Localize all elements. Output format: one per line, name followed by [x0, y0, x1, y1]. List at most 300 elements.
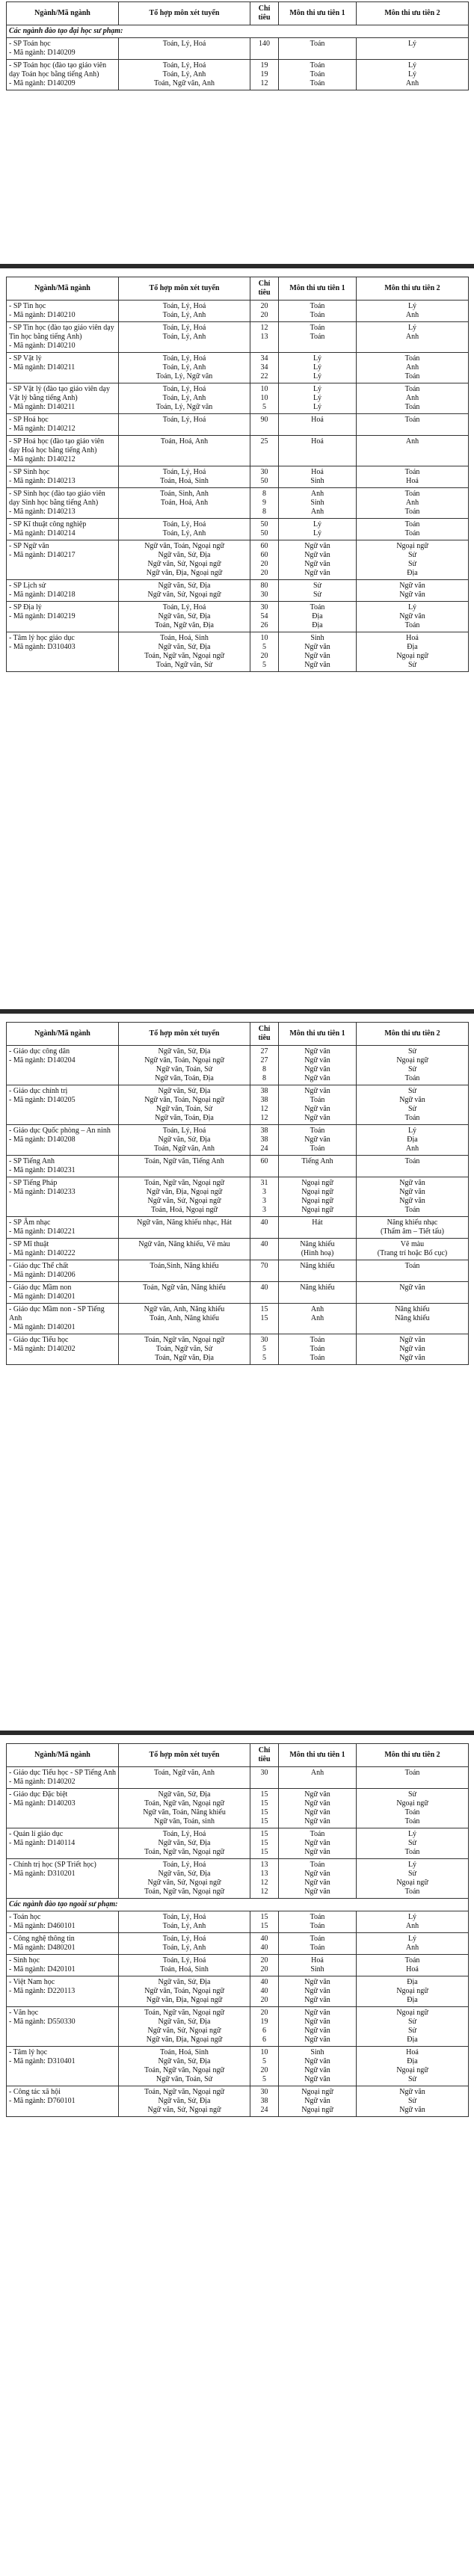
header-row: [7, 1023, 469, 1046]
priority1-value: Năng khiếu: [300, 1240, 335, 1248]
subject-combo: Toán, Lý, Ngữ văn: [156, 403, 213, 411]
subject-combo: Toán, Ngữ văn, Anh: [153, 1769, 215, 1777]
priority2-value: Hoá: [406, 634, 419, 642]
subject-combo: Ngữ văn, Sử, Ngoại ngữ: [147, 2106, 221, 2114]
cell-uutien2: [357, 353, 469, 383]
cell-uutien1: [279, 436, 357, 466]
cell-tohop: [119, 1767, 250, 1789]
priority1-value: Toán: [310, 40, 325, 48]
priority2-value: Sử: [408, 2027, 416, 2035]
program-line: - Mã ngành: D140210: [9, 311, 76, 319]
quota-value: 5: [262, 643, 266, 651]
priority1-value: Ngữ văn: [304, 1105, 330, 1113]
priority2-value: Ngữ văn: [399, 582, 425, 590]
priority1-value: Hoá: [311, 416, 324, 424]
priority1-value: Toán: [310, 1913, 325, 1921]
program-line: - Mã ngành: D140203: [9, 1799, 76, 1808]
priority2-value: Toán: [404, 1848, 420, 1856]
cell-uutien1: [279, 1046, 357, 1085]
cell-nganh: [7, 2086, 119, 2117]
cell-uutien1: [279, 1789, 357, 1828]
cell-uutien2: [357, 301, 469, 322]
subject-combo: Ngữ văn, Sử, Địa: [158, 1978, 211, 1986]
cell-uutien2: [357, 1085, 469, 1125]
table-row: [7, 353, 469, 383]
quota-value: 3: [262, 1197, 266, 1205]
cell-uutien2: [357, 488, 469, 519]
cell-uutien2: [357, 632, 469, 672]
subject-combo: Ngữ văn, Toán, Địa: [155, 1074, 214, 1082]
priority2-value: Ngữ văn: [399, 1197, 425, 1205]
program-line: - Giáo dục Tiểu học - SP Tiếng Anh: [9, 1769, 116, 1777]
quota-value: 19: [260, 70, 268, 78]
cell-chitieu: [250, 436, 279, 466]
cell-uutien1: [279, 353, 357, 383]
quota-value: 60: [260, 551, 268, 559]
priority1-value: Ngữ văn: [304, 1839, 330, 1847]
priority1-value: Toán: [310, 311, 325, 319]
subject-combo: Toán, Lý, Anh: [162, 1944, 206, 1952]
subject-combo: Ngữ văn, Toán, Năng khiếu: [143, 1808, 226, 1817]
cell-uutien2: [357, 2047, 469, 2086]
header-row: [7, 277, 469, 301]
col-header-tohop: Tổ hợp môn xét tuyển: [119, 1744, 250, 1767]
priority2-value: Địa: [407, 2057, 418, 2065]
col-header-nganh: Ngành/Mã ngành: [7, 1023, 119, 1046]
program-line: - SP Tin học (đào tạo giáo viên dạy Tin học bằng tiếng Anh): [9, 324, 114, 341]
priority2-value: Toán: [404, 416, 420, 424]
table-row: [7, 1976, 469, 2007]
program-line: - Sinh học: [9, 1956, 40, 1965]
table-row: [7, 38, 469, 60]
quota-value: 15: [260, 1790, 268, 1799]
program-line: - SP Lịch sử: [9, 582, 46, 590]
quota-value: 6: [262, 2027, 266, 2035]
priority1-value: Ngữ văn: [304, 2066, 330, 2074]
priority1-value: Toán: [310, 1127, 325, 1135]
quota-value: 20: [260, 2066, 268, 2074]
cell-tohop: [119, 1911, 250, 1933]
cell-chitieu: [250, 322, 279, 353]
priority2-value: Lý: [407, 302, 417, 310]
table-row: [7, 383, 469, 414]
quota-value: 20: [260, 1965, 268, 1973]
cell-chitieu: [250, 1955, 279, 1976]
cell-tohop: [119, 414, 250, 436]
priority1-value: Ngữ văn: [304, 2097, 330, 2105]
col-header-uutien1: Môn thi ưu tiên 1: [279, 1023, 357, 1046]
priority2-value: Ngữ văn: [399, 1188, 425, 1196]
cell-nganh: [7, 1767, 119, 1789]
cell-chitieu: [250, 1085, 279, 1125]
cell-chitieu: [250, 1767, 279, 1789]
priority2-value: Sử: [408, 1839, 416, 1847]
table-row: [7, 1304, 469, 1334]
cell-chitieu: [250, 383, 279, 414]
quota-value: 20: [260, 2009, 268, 2017]
priority2-value: Sử: [408, 1047, 416, 1056]
priority2-value: Ngoại ngữ: [396, 542, 428, 550]
subject-combo: Ngữ văn, Địa, Ngoại ngữ: [146, 569, 223, 577]
subject-combo: Toán, Hoá, Sinh: [160, 2048, 209, 2056]
cell-chitieu: [250, 38, 279, 60]
priority1-value: Sử: [313, 591, 321, 599]
priority2-value: Toán: [404, 372, 420, 380]
priority2-value: Lý: [407, 1861, 417, 1869]
quota-value: 15: [260, 1808, 268, 1817]
program-line: - Công nghệ thông tin: [9, 1935, 75, 1943]
priority1-value: Ngữ văn: [304, 1987, 330, 1995]
subject-combo: Ngữ văn, Sử, Địa: [158, 1870, 211, 1878]
cell-tohop: [119, 1976, 250, 2007]
program-line: - Mã ngành: D140221: [9, 1227, 76, 1236]
priority2-value: (Thẩm âm – Tiết tấu): [381, 1227, 444, 1236]
priority1-value: Ngoại ngữ: [301, 1206, 333, 1214]
cell-chitieu: [250, 2007, 279, 2047]
program-line: - Mã ngành: D140204: [9, 1056, 76, 1064]
quota-value: 38: [260, 1127, 268, 1135]
cell-nganh: [7, 1976, 119, 2007]
priority2-value: Năng khiếu: [395, 1314, 430, 1322]
quota-value: 5: [262, 1354, 266, 1362]
priority1-value: Ngữ văn: [304, 1065, 330, 1073]
subject-combo: Toán, Ngữ văn, Sử: [156, 1345, 213, 1353]
quota-value: 10: [260, 385, 268, 393]
subject-combo: Toán, Lý, Anh: [162, 1922, 206, 1930]
cell-chitieu: [250, 1859, 279, 1899]
priority1-value: Lý: [313, 385, 322, 393]
cell-uutien2: [357, 1859, 469, 1899]
col-header-chitieu: Chỉ tiêu: [250, 1744, 279, 1767]
quota-value: 60: [260, 1157, 268, 1165]
subject-combo: Ngữ văn, Sử, Địa: [158, 551, 211, 559]
cell-uutien2: [357, 1911, 469, 1933]
cell-uutien1: [279, 1282, 357, 1304]
quota-value: 31: [260, 1179, 268, 1187]
priority1-value: Ngữ văn: [304, 1848, 330, 1856]
admission-table: [6, 1, 469, 90]
cell-uutien1: [279, 632, 357, 672]
cell-tohop: [119, 540, 250, 580]
cell-tohop: [119, 1933, 250, 1955]
table-row: [7, 322, 469, 353]
quota-value: 12: [260, 79, 268, 87]
cell-uutien2: [357, 38, 469, 60]
priority1-value: Toán: [310, 1354, 325, 1362]
subject-combo: Toán, Lý, Hoá: [162, 416, 206, 424]
priority1-value: Ngữ văn: [304, 1870, 330, 1878]
quota-value: 25: [260, 437, 268, 446]
priority1-value: Ngữ văn: [304, 1136, 330, 1144]
program-line: - Giáo dục Thể chất: [9, 1262, 69, 1270]
subject-combo: Toán, Lý, Hoá: [162, 61, 206, 70]
priority1-value: Ngữ văn: [304, 2075, 330, 2083]
cell-chitieu: [250, 580, 279, 602]
cell-uutien2: [357, 436, 469, 466]
cell-tohop: [119, 1282, 250, 1304]
priority1-value: Ngữ văn: [304, 2036, 330, 2044]
priority1-value: Toán: [310, 79, 325, 87]
table-row: [7, 60, 469, 90]
priority1-value: Ngoại ngữ: [301, 2106, 333, 2114]
cell-uutien2: [357, 1046, 469, 1085]
priority2-value: Ngữ văn: [399, 1354, 425, 1362]
priority2-value: (Trang trí hoặc Bố cục): [377, 1249, 448, 1257]
subject-combo: Toán, Ngữ văn, Ngoại ngữ: [144, 2066, 224, 2074]
priority1-value: Ngữ văn: [304, 1996, 330, 2004]
cell-nganh: [7, 1304, 119, 1334]
cell-tohop: [119, 1177, 250, 1217]
table-row: [7, 1085, 469, 1125]
cell-chitieu: [250, 488, 279, 519]
admission-table: [6, 1022, 469, 1365]
program-line: - SP Mĩ thuật: [9, 1240, 49, 1248]
cell-chitieu: [250, 1239, 279, 1260]
priority1-value: Ngữ văn: [304, 652, 330, 660]
quota-value: 12: [260, 1105, 268, 1113]
cell-nganh: [7, 632, 119, 672]
section-title: Các ngành đào tạo đại học sư phạm:: [7, 25, 469, 38]
priority2-value: Lý: [407, 603, 417, 611]
subject-combo: Ngữ văn, Sử, Địa: [158, 2057, 211, 2065]
cell-uutien2: [357, 1217, 469, 1239]
program-line: - Công tác xã hội: [9, 2088, 61, 2096]
priority2-value: Ngữ văn: [399, 591, 425, 599]
priority2-value: Sử: [408, 1065, 416, 1073]
priority2-value: Địa: [407, 643, 418, 651]
col-header-nganh: Ngành/Mã ngành: [7, 2, 119, 25]
cell-chitieu: [250, 1304, 279, 1334]
cell-uutien1: [279, 1085, 357, 1125]
quota-value: 8: [262, 1074, 266, 1082]
subject-combo: Toán, Ngữ văn, Anh: [153, 79, 215, 87]
cell-tohop: [119, 1239, 250, 1260]
cell-tohop: [119, 1789, 250, 1828]
cell-chitieu: [250, 602, 279, 632]
subject-combo: Toán, Ngữ văn, Ngoại ngữ: [144, 1888, 224, 1896]
program-line: - Mã ngành: D140208: [9, 1136, 76, 1144]
program-line: - Mã ngành: D140209: [9, 79, 76, 87]
cell-nganh: [7, 1156, 119, 1177]
quota-value: 10: [260, 634, 268, 642]
priority1-value: Ngữ văn: [304, 1888, 330, 1896]
subject-combo: Toán, Hoá, Anh: [160, 437, 209, 446]
priority1-value: Ngữ văn: [304, 1047, 330, 1056]
priority1-value: Hát: [312, 1218, 323, 1227]
col-header-chitieu: Chỉ tiêu: [250, 2, 279, 25]
cell-tohop: [119, 1955, 250, 1976]
quota-value: 38: [260, 1087, 268, 1095]
program-line: - Mã ngành: D140222: [9, 1249, 76, 1257]
subject-combo: Toán, Lý, Hoá: [162, 1935, 206, 1943]
priority1-value: Ngữ văn: [304, 1817, 330, 1825]
program-line: - SP Kĩ thuật công nghiệp: [9, 520, 87, 529]
cell-uutien2: [357, 2086, 469, 2117]
priority2-value: Toán: [404, 1808, 420, 1817]
program-line: - Mã ngành: D420101: [9, 1965, 76, 1973]
quota-value: 13: [260, 1861, 268, 1869]
program-line: - Giáo dục công dân: [9, 1047, 70, 1056]
program-line: - Tâm lý học: [9, 2048, 48, 2056]
cell-uutien1: [279, 1976, 357, 2007]
cell-tohop: [119, 383, 250, 414]
quota-value: 5: [262, 1345, 266, 1353]
program-line: - Mã ngành: D140201: [9, 1323, 76, 1331]
priority2-value: Lý: [407, 324, 417, 332]
quota-value: 50: [260, 520, 268, 529]
quota-value: 40: [260, 1944, 268, 1952]
table-row: [7, 1177, 469, 1217]
subject-combo: Toán, Ngữ văn, Sử: [156, 661, 213, 669]
priority1-value: Ngữ văn: [304, 2018, 330, 2026]
priority2-value: Sử: [408, 551, 416, 559]
subject-combo: Ngữ văn, Sử, Ngoại ngữ: [147, 560, 221, 568]
subject-combo: Toán, Lý, Hoá: [162, 1830, 206, 1838]
cell-chitieu: [250, 632, 279, 672]
program-line: - Mã ngành: D140211: [9, 403, 76, 411]
cell-chitieu: [250, 1911, 279, 1933]
priority2-value: Toán: [404, 1888, 420, 1896]
quota-value: 8: [262, 490, 266, 498]
cell-uutien2: [357, 1955, 469, 1976]
table-row: [7, 602, 469, 632]
program-line: - Mã ngành: D480201: [9, 1944, 76, 1952]
priority1-value: Ngữ văn: [304, 551, 330, 559]
quota-value: 10: [260, 2048, 268, 2056]
priority1-value: Toán: [310, 1861, 325, 1869]
cell-uutien1: [279, 301, 357, 322]
subject-combo: Toán, Ngữ văn, Tiếng Anh: [144, 1157, 224, 1165]
quota-value: 22: [260, 372, 268, 380]
priority2-value: Lý: [407, 1935, 417, 1943]
cell-nganh: [7, 540, 119, 580]
cell-nganh: [7, 2007, 119, 2047]
subject-combo: Ngữ văn, Sử, Ngoại ngữ: [147, 591, 221, 599]
priority1-value: Lý: [313, 520, 322, 529]
priority1-value: Toán: [310, 70, 325, 78]
cell-chitieu: [250, 1046, 279, 1085]
priority1-value: Địa: [312, 612, 323, 620]
quota-value: 19: [260, 2018, 268, 2026]
priority2-value: Địa: [407, 1978, 418, 1986]
cell-uutien1: [279, 1177, 357, 1217]
cell-tohop: [119, 1217, 250, 1239]
priority2-value: Ngữ văn: [399, 1096, 425, 1104]
priority2-value: Ngoại ngữ: [396, 2066, 428, 2074]
priority1-value: Lý: [313, 529, 322, 537]
cell-nganh: [7, 602, 119, 632]
quota-value: 15: [260, 1913, 268, 1921]
subject-combo: Toán, Lý, Hoá: [162, 302, 206, 310]
cell-tohop: [119, 2047, 250, 2086]
priority2-value: Toán: [404, 490, 420, 498]
subject-combo: Toán, Ngữ văn, Địa: [155, 1354, 214, 1362]
quota-value: 20: [260, 652, 268, 660]
priority1-value: Ngữ văn: [304, 1790, 330, 1799]
cell-uutien2: [357, 60, 469, 90]
priority1-value: Địa: [312, 621, 323, 629]
table-row: [7, 1260, 469, 1282]
cell-nganh: [7, 2047, 119, 2086]
cell-nganh: [7, 1125, 119, 1156]
subject-combo: Toán,Sinh, Năng khiếu: [150, 1262, 219, 1270]
priority1-value: Ngữ văn: [304, 1056, 330, 1064]
col-header-uutien2: Môn thi ưu tiên 2: [357, 277, 469, 301]
priority2-value: Ngữ văn: [399, 1284, 425, 1292]
table-row: [7, 488, 469, 519]
program-line: - SP Toán học (đào tạo giáo viên dạy Toán học bằng tiếng Anh): [9, 61, 107, 78]
quota-value: 54: [260, 612, 268, 620]
program-line: - Mã ngành: D140205: [9, 1096, 76, 1104]
quota-value: 15: [260, 1848, 268, 1856]
quota-value: 24: [260, 1144, 268, 1153]
cell-uutien2: [357, 1767, 469, 1789]
subject-combo: Ngữ văn, Năng khiếu, Vẽ màu: [138, 1240, 230, 1248]
header-row: [7, 2, 469, 25]
subject-combo: Ngữ văn, Sử, Ngoại ngữ: [147, 2027, 221, 2035]
col-header-tohop: Tổ hợp môn xét tuyển: [119, 1023, 250, 1046]
cell-uutien2: [357, 466, 469, 488]
subject-combo: Toán, Lý, Hoá: [162, 354, 206, 363]
quota-value: 38: [260, 1136, 268, 1144]
program-line: - Mã ngành: D140213: [9, 508, 76, 516]
priority2-value: Lý: [407, 1913, 417, 1921]
subject-combo: Toán, Ngữ văn, Năng khiếu: [143, 1284, 226, 1292]
priority2-value: Toán: [404, 385, 420, 393]
admission-table: [6, 1743, 469, 2117]
cell-uutien2: [357, 322, 469, 353]
program-line: - Mã ngành: D550330: [9, 2018, 76, 2026]
cell-uutien1: [279, 580, 357, 602]
cell-uutien1: [279, 488, 357, 519]
quota-value: 26: [260, 621, 268, 629]
priority2-value: Sử: [408, 2097, 416, 2105]
cell-nganh: [7, 301, 119, 322]
subject-combo: Toán, Lý, Hoá: [162, 1861, 206, 1869]
subject-combo: Toán, Lý, Hoá: [162, 40, 206, 48]
priority1-value: Năng khiếu: [300, 1284, 335, 1292]
subject-combo: Toán, Hoá, Sinh: [160, 1965, 209, 1973]
col-header-nganh: Ngành/Mã ngành: [7, 277, 119, 301]
program-line: - Mã ngành: D140209: [9, 49, 76, 57]
subject-combo: Ngữ văn, Sử, Địa: [158, 2018, 211, 2026]
cell-tohop: [119, 466, 250, 488]
cell-uutien2: [357, 1789, 469, 1828]
cell-uutien2: [357, 1125, 469, 1156]
program-line: - Mã ngành: D140202: [9, 1778, 76, 1786]
quota-value: 20: [260, 560, 268, 568]
priority1-value: Sinh: [310, 477, 324, 485]
priority2-value: Anh: [405, 437, 419, 446]
priority1-value: Anh: [310, 1314, 324, 1322]
subject-combo: Toán, Ngữ văn, Ngoại ngữ: [144, 652, 224, 660]
quota-value: 30: [260, 1336, 268, 1344]
priority1-value: Toán: [310, 1935, 325, 1943]
quota-value: 12: [260, 324, 268, 332]
cell-uutien1: [279, 414, 357, 436]
quota-value: 40: [260, 1218, 268, 1227]
priority1-value: Ngoại ngữ: [301, 1197, 333, 1205]
priority1-value: Toán: [310, 1345, 325, 1353]
priority2-value: Anh: [405, 363, 419, 372]
subject-combo: Ngữ văn, Sử, Ngoại ngữ: [147, 1197, 221, 1205]
cell-nganh: [7, 580, 119, 602]
cell-tohop: [119, 519, 250, 540]
program-line: - SP Vật lý (đào tạo giáo viên dạy Vật lý bằng tiếng Anh): [9, 385, 110, 402]
priority1-value: Ngữ văn: [304, 1799, 330, 1808]
subject-combo: Toán, Lý, Ngữ văn: [156, 372, 213, 380]
priority1-value: Ngữ văn: [304, 661, 330, 669]
